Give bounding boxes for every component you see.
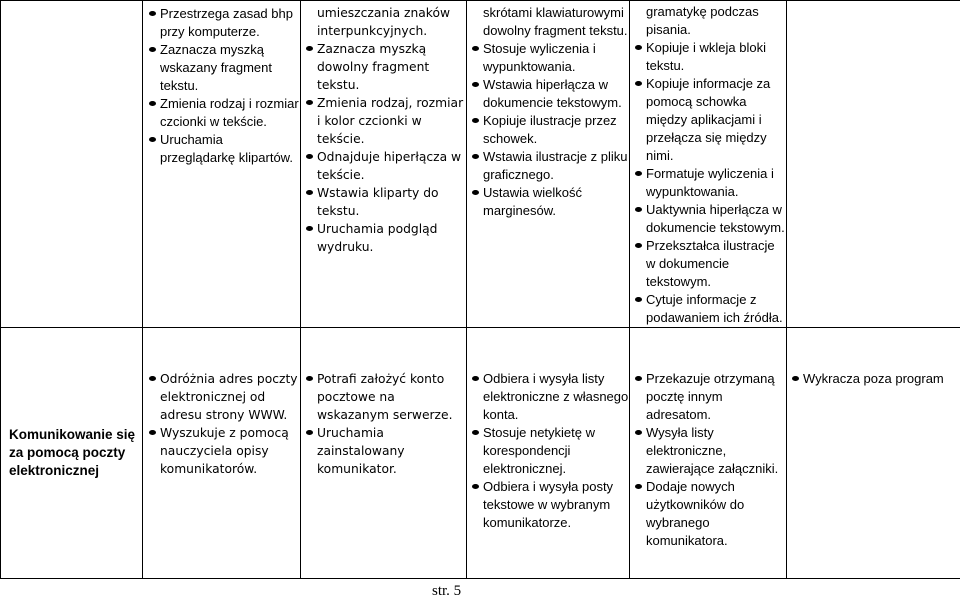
bullet-list: [635, 370, 786, 550]
bullet-list: [635, 3, 786, 327]
list-item: Kopiuje ilustracje przez schowek.: [472, 112, 629, 148]
list-item: Wysyła listy elektroniczne, zawierające załączniki.: [635, 424, 786, 478]
list-item: Stosuje netykietę w korespondencji elektronicznej.: [472, 424, 629, 478]
bullet-list: [306, 4, 466, 256]
bullet-list: [306, 370, 466, 478]
grade-cell-r2c3: [301, 328, 467, 579]
list-item: Przestrzega zasad bhp przy komputerze.: [149, 5, 300, 41]
list-item: Wyszukuje z pomocą nauczyciela opisy komunikatorów.: [149, 424, 300, 478]
list-item: Przekazuje otrzymaną pocztę innym adresatom.: [635, 370, 786, 424]
list-item: Ustawia wielkość marginesów.: [472, 184, 629, 220]
category-title: Komunikowanie się za pomocą poczty elektronicznej: [9, 426, 142, 480]
grade-cell-r1c3: [301, 1, 467, 328]
list-item: Formatuje wyliczenia i wypunktowania.: [635, 165, 786, 201]
list-item: Odbiera i wysyła listy elektroniczne z własnego konta.: [472, 370, 629, 424]
category-cell-empty: [1, 1, 143, 328]
list-item: Uaktywnia hiperłącza w dokumencie tekstowym.: [635, 201, 786, 237]
continued-text: umieszczania znaków interpunkcyjnych.: [306, 4, 466, 40]
continued-text: skrótami klawiaturowymi dowolny fragment tekstu.: [472, 4, 629, 40]
list-item: Zmienia rodzaj i rozmiar czcionki w tekście.: [149, 95, 300, 131]
bullet-list: [472, 4, 629, 220]
list-item: Zaznacza myszką dowolny fragment tekstu.: [306, 40, 466, 94]
list-item: Uruchamia zainstalowany komunikator.: [306, 424, 466, 478]
list-item: Wstawia hiperłącza w dokumencie tekstowym.: [472, 76, 629, 112]
bullet-list: [149, 5, 300, 167]
list-item: Cytuje informacje z podawaniem ich źródła.: [635, 291, 786, 327]
category-cell: [1, 328, 143, 579]
list-item: Wstawia ilustracje z pliku graficznego.: [472, 148, 629, 184]
list-item: Potrafi założyć konto pocztowe na wskazanym serwerze.: [306, 370, 466, 424]
list-item: Odbiera i wysyła posty tekstowe w wybranym komunikatorze.: [472, 478, 629, 532]
grade-cell-r2c2: [143, 328, 301, 579]
page-number: str. 5: [432, 582, 461, 600]
table-row: [1, 1, 960, 328]
list-item: Zaznacza myszką wskazany fragment tekstu.: [149, 41, 300, 95]
grade-cell-r1c6: [787, 1, 960, 328]
continued-text: gramatykę podczas pisania.: [635, 3, 786, 39]
bullet-list: [792, 370, 960, 388]
bullet-list: [472, 370, 629, 532]
list-item: Przekształca ilustracje w dokumencie tekstowym.: [635, 237, 786, 291]
list-item: Zmienia rodzaj, rozmiar i kolor czcionki w tekście.: [306, 94, 466, 148]
list-item: Kopiuje informacje za pomocą schowka między aplikacjami i przełącza się między nimi.: [635, 75, 786, 165]
list-item: Wykracza poza program: [792, 370, 960, 388]
list-item: Uruchamia przeglądarkę klipartów.: [149, 131, 300, 167]
list-item: Dodaje nowych użytkowników do wybranego komunikatora.: [635, 478, 786, 550]
list-item: Odnajduje hiperłącza w tekście.: [306, 148, 466, 184]
list-item: Stosuje wyliczenia i wypunktowania.: [472, 40, 629, 76]
list-item: Uruchamia podgląd wydruku.: [306, 220, 466, 256]
grade-cell-r2c4: [467, 328, 630, 579]
grade-cell-r1c4: [467, 1, 630, 328]
bullet-list: [149, 370, 300, 478]
grade-cell-r2c6: [787, 328, 960, 579]
list-item: Kopiuje i wkleja bloki tekstu.: [635, 39, 786, 75]
table-row: [1, 328, 960, 579]
grade-cell-r1c5: [630, 1, 787, 328]
list-item: Odróżnia adres poczty elektronicznej od adresu strony WWW.: [149, 370, 300, 424]
grade-cell-r2c5: [630, 328, 787, 579]
list-item: Wstawia kliparty do tekstu.: [306, 184, 466, 220]
grade-cell-r1c2: [143, 1, 301, 328]
